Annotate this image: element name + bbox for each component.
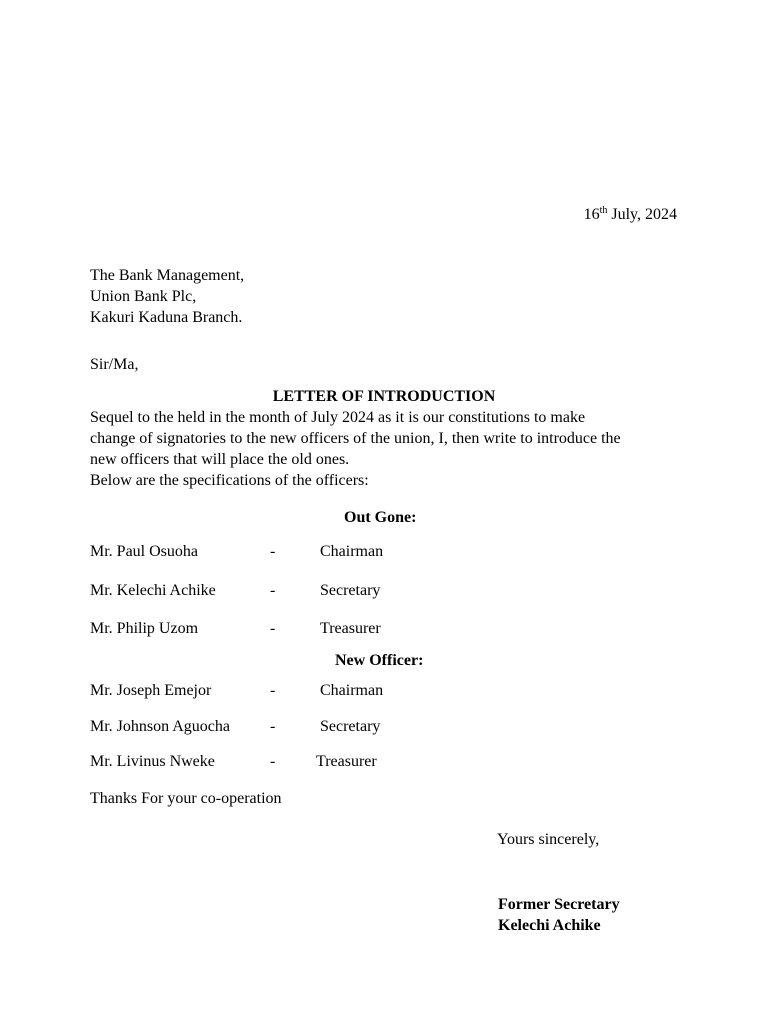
officer-name: Mr. Philip Uzom (90, 620, 199, 637)
officer-name: Mr. Kelechi Achike (90, 582, 216, 599)
body-line: Sequel to the held in the month of July 2024 as it is our constitutions to make (90, 409, 586, 426)
body-line: new officers that will place the old ones. (90, 451, 350, 468)
officer-row (0, 580, 768, 601)
officer-role: Secretary (320, 718, 381, 735)
recipient-address (90, 265, 244, 328)
officer-name: Mr. Johnson Aguocha (90, 718, 230, 735)
date-month-year: July, 2024 (607, 206, 677, 223)
officer-row (0, 716, 768, 737)
officer-role: Chairman (320, 543, 384, 560)
signature-block (498, 894, 620, 936)
recipient-line: The Bank Management, (90, 267, 245, 284)
officer-name: Mr. Joseph Emejor (90, 682, 212, 699)
officer-row (0, 680, 768, 701)
body-line: change of signatories to the new officers of the union, I, then write to introduce the (90, 430, 621, 447)
out-gone-title: Out Gone: (344, 509, 417, 526)
thanks-line: Thanks For your co-operation (90, 790, 282, 807)
officer-row (0, 541, 768, 562)
date-suffix: th (599, 205, 608, 216)
officer-role: Secretary (320, 582, 381, 599)
officer-row (0, 751, 768, 772)
officer-dash: - (270, 682, 276, 699)
recipient-line: Kakuri Kaduna Branch. (90, 309, 243, 326)
officer-dash: - (270, 753, 276, 770)
officer-dash: - (270, 718, 276, 735)
salutation: Sir/Ma, (90, 356, 139, 373)
officer-role: Chairman (320, 682, 384, 699)
new-officer-title: New Officer: (335, 652, 424, 669)
signer-title: Former Secretary (498, 896, 620, 913)
officer-dash: - (270, 620, 276, 637)
officer-row (0, 618, 768, 639)
signer-name: Kelechi Achike (498, 917, 601, 934)
letter-heading: LETTER OF INTRODUCTION (272, 388, 496, 405)
letter-date (584, 204, 677, 225)
date-day: 16 (583, 206, 600, 223)
body-line: Below are the specifications of the officers: (90, 472, 369, 489)
officer-dash: - (270, 543, 276, 560)
officer-name: Mr. Livinus Nweke (90, 753, 215, 770)
recipient-line: Union Bank Plc, (90, 288, 197, 305)
letter-body (90, 407, 690, 491)
officer-name: Mr. Paul Osuoha (90, 543, 198, 560)
officer-role: Treasurer (316, 753, 377, 770)
officer-role: Treasurer (320, 620, 381, 637)
officer-dash: - (270, 582, 276, 599)
closing: Yours sincerely, (497, 831, 600, 848)
